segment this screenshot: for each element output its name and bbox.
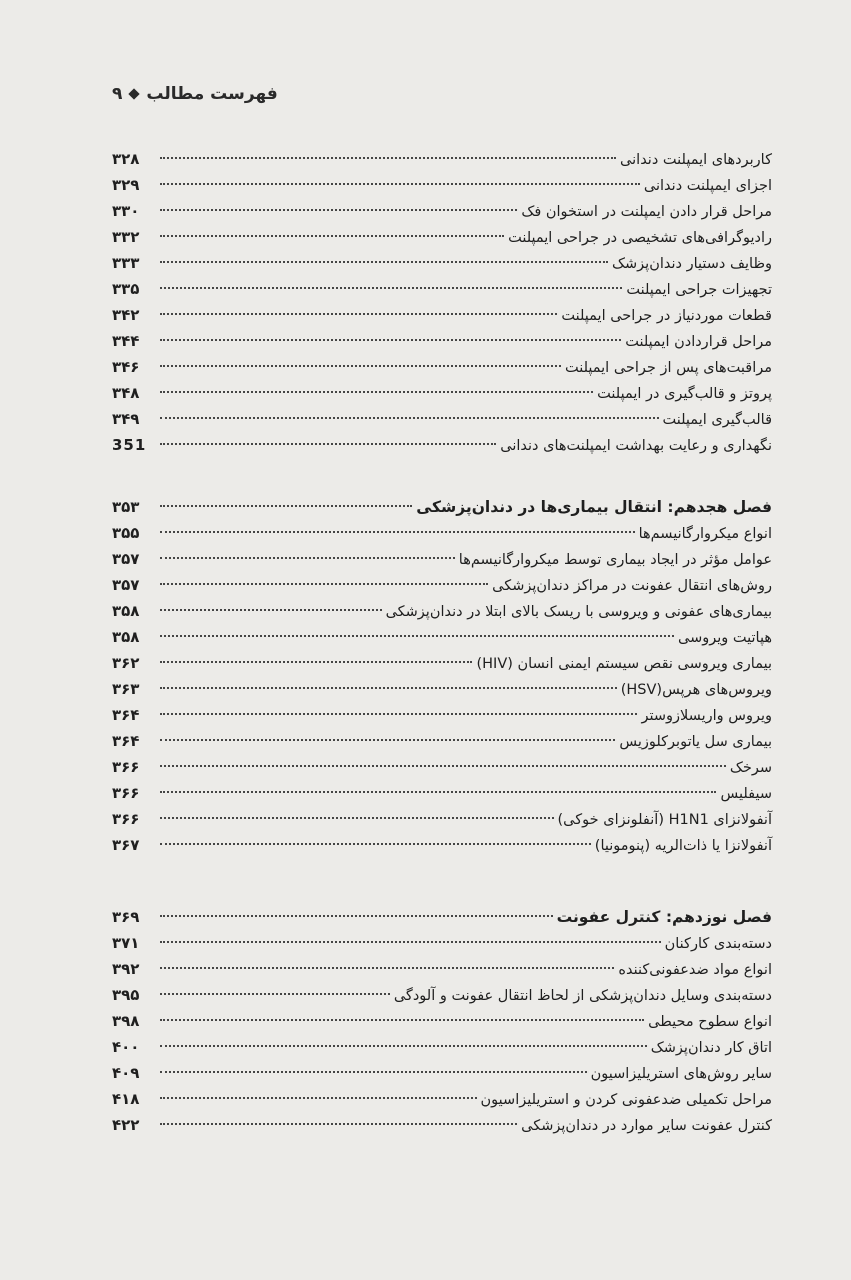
toc-entry bbox=[112, 328, 772, 354]
header-page-number: ۹ bbox=[112, 84, 123, 104]
entry-title: پروتز و قالب‌گیری در ایمپلنت bbox=[597, 386, 772, 402]
entry-page-number: ۳۴۶ bbox=[112, 358, 140, 376]
dot-leader bbox=[160, 1045, 647, 1047]
entry-title: کاربردهای ایمپلنت دندانی bbox=[620, 152, 772, 168]
toc-entry bbox=[112, 832, 772, 858]
running-header bbox=[112, 84, 278, 104]
entry-title: انواع مواد ضدعفونی‌کننده bbox=[618, 962, 772, 978]
entry-page-number: ۴۰۹ bbox=[112, 1064, 140, 1082]
dot-leader bbox=[160, 843, 591, 845]
entry-title: قطعات موردنیاز در جراحی ایمپلنت bbox=[561, 308, 772, 324]
dot-leader bbox=[160, 443, 496, 445]
entry-title: آنفولانزای H1N1 (آنفلونزای خوکی) bbox=[557, 812, 772, 828]
entry-title: مراحل قراردادن ایمپلنت bbox=[625, 334, 772, 350]
entry-page-number: ۳۶۶ bbox=[112, 784, 140, 802]
entry-page-number: ۳۶۶ bbox=[112, 810, 140, 828]
dot-leader bbox=[160, 183, 640, 185]
entry-title: اتاق کار دندان‌پزشک bbox=[650, 1040, 772, 1056]
toc-entry bbox=[112, 1060, 772, 1086]
entry-title: ویروس واریسلازوستر bbox=[641, 708, 772, 724]
entry-page-number: ۳۵۸ bbox=[112, 602, 140, 620]
dot-leader bbox=[160, 157, 616, 159]
toc-entry bbox=[112, 624, 772, 650]
entry-title: وظایف دستیار دندان‌پزشک bbox=[612, 256, 772, 272]
toc-entry bbox=[112, 302, 772, 328]
toc-entry bbox=[112, 354, 772, 380]
dot-leader bbox=[160, 287, 622, 289]
toc-entry bbox=[112, 224, 772, 250]
entry-title: انواع میکروارگانیسم‌ها bbox=[638, 526, 772, 542]
toc-entry bbox=[112, 276, 772, 302]
toc-entry bbox=[112, 1086, 772, 1112]
entry-page-number: ۳۶۷ bbox=[112, 836, 140, 854]
entry-page-number: 351 bbox=[112, 436, 147, 454]
chapter-title: فصل نوزدهم: کنترل عفونت bbox=[556, 908, 772, 926]
toc-entry bbox=[112, 702, 772, 728]
entry-page-number: ۴۰۰ bbox=[112, 1038, 140, 1056]
entry-page-number: ۳۳۲ bbox=[112, 228, 140, 246]
entry-title: روش‌های انتقال عفونت در مراکز دندان‌پزشکی bbox=[492, 578, 772, 594]
dot-leader bbox=[160, 687, 617, 689]
toc-entry bbox=[112, 956, 772, 982]
entry-title: دسته‌بندی کارکنان bbox=[664, 936, 772, 952]
entry-title: آنفولانزا یا ذات‌الریه (پنومونیا) bbox=[594, 838, 772, 854]
entry-page-number: ۳۶۲ bbox=[112, 654, 140, 672]
toc-entry bbox=[112, 250, 772, 276]
dot-leader bbox=[160, 391, 593, 393]
chapter-page-number: ۳۵۳ bbox=[112, 498, 140, 516]
entry-page-number: ۳۴۴ bbox=[112, 332, 140, 350]
dot-leader bbox=[160, 661, 472, 663]
dot-leader bbox=[160, 791, 716, 793]
entry-title: ویروس‌های هرپس(HSV) bbox=[620, 682, 772, 698]
entry-page-number: ۳۶۶ bbox=[112, 758, 140, 776]
dot-leader bbox=[160, 557, 455, 559]
toc-chapter-heading bbox=[112, 904, 772, 930]
dot-leader bbox=[160, 713, 637, 715]
entry-page-number: ۳۹۲ bbox=[112, 960, 140, 978]
entry-title: مراحل قرار دادن ایمپلنت در استخوان فک bbox=[521, 204, 772, 220]
dot-leader bbox=[160, 583, 488, 585]
entry-title: تجهیزات جراحی ایمپلنت bbox=[626, 282, 772, 298]
entry-title: هپاتیت ویروسی bbox=[678, 630, 772, 646]
dot-leader bbox=[160, 765, 726, 767]
entry-title: دسته‌بندی وسایل دندان‌پزشکی از لحاظ انتقال عفونت و آلودگی bbox=[393, 988, 772, 1004]
toc-section-chapter-19 bbox=[112, 904, 772, 1138]
dot-leader bbox=[160, 1097, 477, 1099]
dot-leader bbox=[160, 993, 390, 995]
entry-page-number: ۳۴۹ bbox=[112, 410, 140, 428]
dot-leader bbox=[160, 261, 608, 263]
toc-entry bbox=[112, 146, 772, 172]
header-title: فهرست مطالب bbox=[146, 84, 278, 104]
toc-entry bbox=[112, 728, 772, 754]
dot-leader bbox=[160, 1071, 587, 1073]
dot-leader bbox=[160, 915, 553, 917]
entry-title: عوامل مؤثر در ایجاد بیماری توسط میکروارگانیسم‌ها bbox=[458, 552, 772, 568]
entry-page-number: ۳۶۳ bbox=[112, 680, 140, 698]
dot-leader bbox=[160, 739, 615, 741]
entry-page-number: ۳۷۱ bbox=[112, 934, 140, 952]
entry-title: بیماری‌های عفونی و ویروسی با ریسک بالای ابتلا در دندان‌پزشکی bbox=[385, 604, 772, 620]
entry-title: قالب‌گیری ایمپلنت bbox=[662, 412, 772, 428]
toc-entry bbox=[112, 198, 772, 224]
entry-title: سیفلیس bbox=[720, 786, 772, 802]
toc-entry bbox=[112, 780, 772, 806]
entry-title: اجزای ایمپلنت دندانی bbox=[643, 178, 772, 194]
dot-leader bbox=[160, 609, 382, 611]
dot-leader bbox=[160, 339, 621, 341]
entry-page-number: ۴۲۲ bbox=[112, 1116, 140, 1134]
entry-page-number: ۳۳۰ bbox=[112, 202, 140, 220]
dot-leader bbox=[160, 941, 661, 943]
entry-title: سرخک bbox=[729, 760, 772, 776]
toc-entry bbox=[112, 1034, 772, 1060]
entry-page-number: ۴۱۸ bbox=[112, 1090, 140, 1108]
entry-page-number: ۳۵۷ bbox=[112, 576, 140, 594]
dot-leader bbox=[160, 313, 557, 315]
toc-entry bbox=[112, 432, 772, 458]
dot-leader bbox=[160, 1123, 517, 1125]
entry-page-number: ۳۹۸ bbox=[112, 1012, 140, 1030]
toc-entry bbox=[112, 572, 772, 598]
toc-entry bbox=[112, 520, 772, 546]
dot-leader bbox=[160, 365, 561, 367]
diamond-icon bbox=[129, 88, 140, 99]
dot-leader bbox=[160, 635, 674, 637]
toc-entry bbox=[112, 754, 772, 780]
toc-chapter-heading bbox=[112, 494, 772, 520]
dot-leader bbox=[160, 531, 635, 533]
toc-entry bbox=[112, 1008, 772, 1034]
entry-title: بیماری سل یاتوبرکلوزیس bbox=[619, 734, 772, 750]
entry-page-number: ۳۳۵ bbox=[112, 280, 140, 298]
toc-entry bbox=[112, 806, 772, 832]
entry-title: بیماری ویروسی نقص سیستم ایمنی انسان (HIV) bbox=[476, 656, 772, 672]
entry-page-number: ۳۲۸ bbox=[112, 150, 140, 168]
dot-leader bbox=[160, 209, 517, 211]
entry-page-number: ۳۶۴ bbox=[112, 706, 140, 724]
entry-page-number: ۳۵۵ bbox=[112, 524, 140, 542]
toc-entry bbox=[112, 1112, 772, 1138]
toc-entry bbox=[112, 930, 772, 956]
dot-leader bbox=[160, 235, 504, 237]
chapter-title: فصل هجدهم: انتقال بیماری‌ها در دندان‌پزشکی bbox=[416, 498, 772, 516]
entry-page-number: ۳۶۴ bbox=[112, 732, 140, 750]
toc-section-chapter-18 bbox=[112, 494, 772, 858]
entry-page-number: ۳۹۵ bbox=[112, 986, 140, 1004]
toc-entry bbox=[112, 172, 772, 198]
entry-page-number: ۳۴۸ bbox=[112, 384, 140, 402]
entry-page-number: ۳۵۷ bbox=[112, 550, 140, 568]
entry-title: کنترل عفونت سایر موارد در دندان‌پزشکی bbox=[521, 1118, 772, 1134]
entry-page-number: ۳۳۳ bbox=[112, 254, 140, 272]
entry-title: نگهداری و رعایت بهداشت ایمپلنت‌های دندانی bbox=[500, 438, 772, 454]
toc-entry bbox=[112, 546, 772, 572]
toc-entry bbox=[112, 982, 772, 1008]
toc-entry bbox=[112, 598, 772, 624]
dot-leader bbox=[160, 817, 554, 819]
entry-title: مراقبت‌های پس از جراحی ایمپلنت bbox=[564, 360, 772, 376]
entry-page-number: ۳۲۹ bbox=[112, 176, 140, 194]
toc-entry bbox=[112, 650, 772, 676]
toc-entry bbox=[112, 406, 772, 432]
toc-entry bbox=[112, 380, 772, 406]
dot-leader bbox=[160, 505, 412, 507]
entry-title: مراحل تکمیلی ضدعفونی کردن و استریلیزاسیون bbox=[480, 1092, 772, 1108]
entry-title: انواع سطوح محیطی bbox=[648, 1014, 772, 1030]
dot-leader bbox=[160, 967, 614, 969]
chapter-page-number: ۳۶۹ bbox=[112, 908, 140, 926]
entry-title: رادیوگرافی‌های تشخیصی در جراحی ایمپلنت bbox=[508, 230, 772, 246]
toc-section-implants bbox=[112, 146, 772, 458]
entry-page-number: ۳۴۲ bbox=[112, 306, 140, 324]
dot-leader bbox=[160, 1019, 644, 1021]
dot-leader bbox=[160, 417, 659, 419]
entry-title: سایر روش‌های استریلیزاسیون bbox=[590, 1066, 772, 1082]
entry-page-number: ۳۵۸ bbox=[112, 628, 140, 646]
toc-entry bbox=[112, 676, 772, 702]
